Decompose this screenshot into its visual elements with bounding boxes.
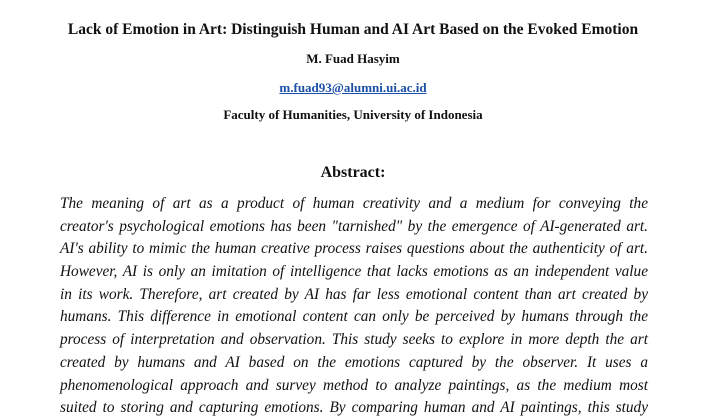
abstract-line: suited to storing and capturing emotions. By comparing human and AI paintings, this study [60, 399, 648, 417]
abstract-line: phenomenological approach and survey method to analyze paintings, as the medium most [60, 376, 648, 394]
paper-title: Lack of Emotion in Art: Distinguish Human and AI Art Based on the Evoked Emotion [67, 21, 639, 38]
abstract-body [60, 193, 648, 420]
author-name: M. Fuad Hasyim [306, 51, 400, 66]
author-email-link[interactable]: m.fuad93@alumni.ui.ac.id [279, 80, 427, 95]
author-email [0, 79, 706, 97]
abstract-line: in its work. Therefore, art created by AI has far less emotional content than art created by [60, 285, 648, 303]
author-affiliation: Faculty of Humanities, University of Indonesia [223, 107, 483, 122]
abstract-line: AI's ability to mimic the human creative process raises questions about the authenticity of art. [60, 240, 648, 258]
abstract-line: creator's psychological emotions has been "tarnished" by the emergence of AI-generated art. [60, 217, 648, 235]
abstract-line: created by humans and AI based on the emotions captured by the observer. It uses a [60, 353, 648, 371]
abstract-line: process of interpretation and observation. This study seeks to explore in more depth the art [60, 331, 648, 349]
abstract-line: The meaning of art as a product of human creativity and a medium for conveying the [60, 195, 648, 212]
abstract-line: humans. This difference in emotional content can only be perceived by humans through the [60, 308, 648, 326]
abstract-heading: Abstract: [320, 164, 386, 181]
abstract-line: However, AI is only an imitation of intelligence that lacks emotions as an independent value [60, 263, 648, 281]
